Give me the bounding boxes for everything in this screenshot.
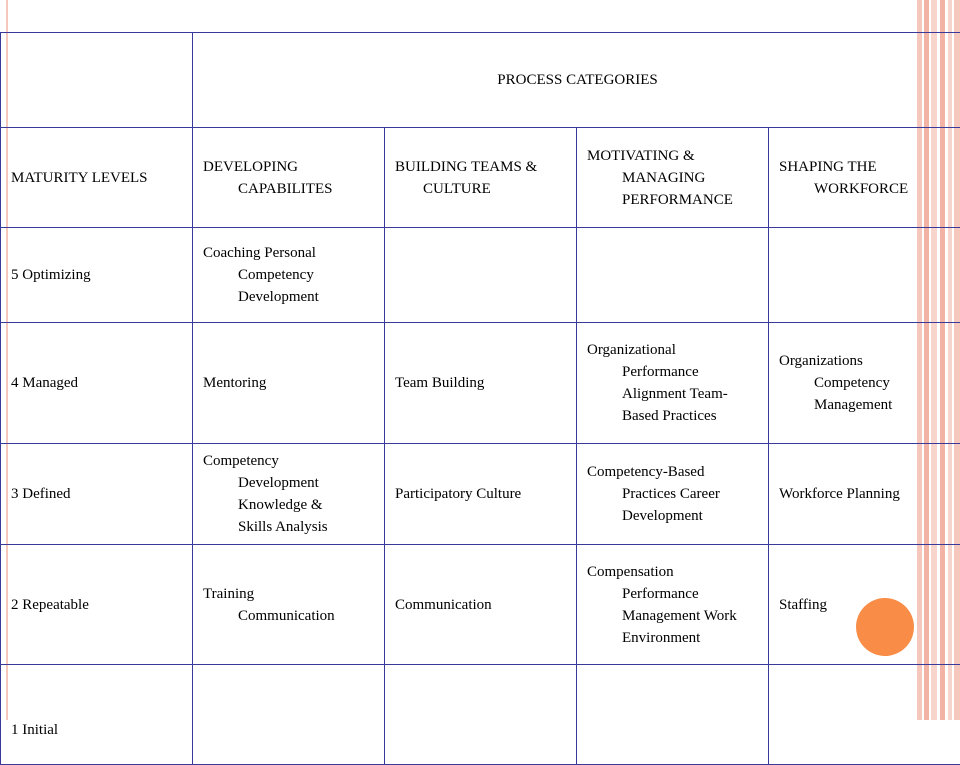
- motivating-cell: [577, 665, 769, 765]
- building-cell: Team Building: [385, 323, 577, 444]
- motivating-cell: Organizational Performance Alignment Team-Based Practices: [577, 323, 769, 444]
- table-row: [1, 665, 960, 765]
- developing-cell: Competency Development Knowledge & Skills Analysis: [193, 444, 385, 545]
- maturity-level-cell: 2 Repeatable: [1, 545, 193, 665]
- motivating-cell: Competency-Based Practices Career Development: [577, 444, 769, 545]
- header-motivating: MOTIVATING & MANAGING PERFORMANCE: [577, 128, 769, 228]
- building-cell: [385, 665, 577, 765]
- empty-corner-cell: [1, 33, 193, 128]
- shaping-cell: Workforce Planning: [769, 444, 960, 545]
- table-row: [1, 545, 960, 665]
- shaping-cell: Organizations Competency Management: [769, 323, 960, 444]
- building-cell: [385, 228, 577, 323]
- motivating-cell: [577, 228, 769, 323]
- building-cell: Participatory Culture: [385, 444, 577, 545]
- maturity-level-cell: 5 Optimizing: [1, 228, 193, 323]
- table-row: [1, 228, 960, 323]
- developing-cell: Mentoring: [193, 323, 385, 444]
- header-developing: DEVELOPING CAPABILITES: [193, 128, 385, 228]
- table-row-column-headers: [1, 128, 960, 228]
- maturity-level-cell: 3 Defined: [1, 444, 193, 545]
- header-maturity-levels: MATURITY LEVELS: [1, 128, 193, 228]
- header-building: BUILDING TEAMS & CULTURE: [385, 128, 577, 228]
- developing-cell: [193, 665, 385, 765]
- process-categories-header: PROCESS CATEGORIES: [193, 33, 960, 128]
- header-shaping: SHAPING THE WORKFORCE: [769, 128, 960, 228]
- table-row: [1, 444, 960, 545]
- table-row: [1, 323, 960, 444]
- developing-cell: Training Communication: [193, 545, 385, 665]
- shaping-cell: [769, 665, 960, 765]
- table-row-process-header: [1, 33, 960, 128]
- shaping-cell: Staffing: [769, 545, 960, 665]
- motivating-cell: Compensation Performance Management Work Environment: [577, 545, 769, 665]
- maturity-table: [0, 32, 960, 765]
- shaping-cell: [769, 228, 960, 323]
- developing-cell: Coaching Personal Competency Development: [193, 228, 385, 323]
- building-cell: Communication: [385, 545, 577, 665]
- decor-orange-circle: [856, 598, 914, 656]
- maturity-level-cell: 1 Initial: [1, 665, 193, 765]
- maturity-level-cell: 4 Managed: [1, 323, 193, 444]
